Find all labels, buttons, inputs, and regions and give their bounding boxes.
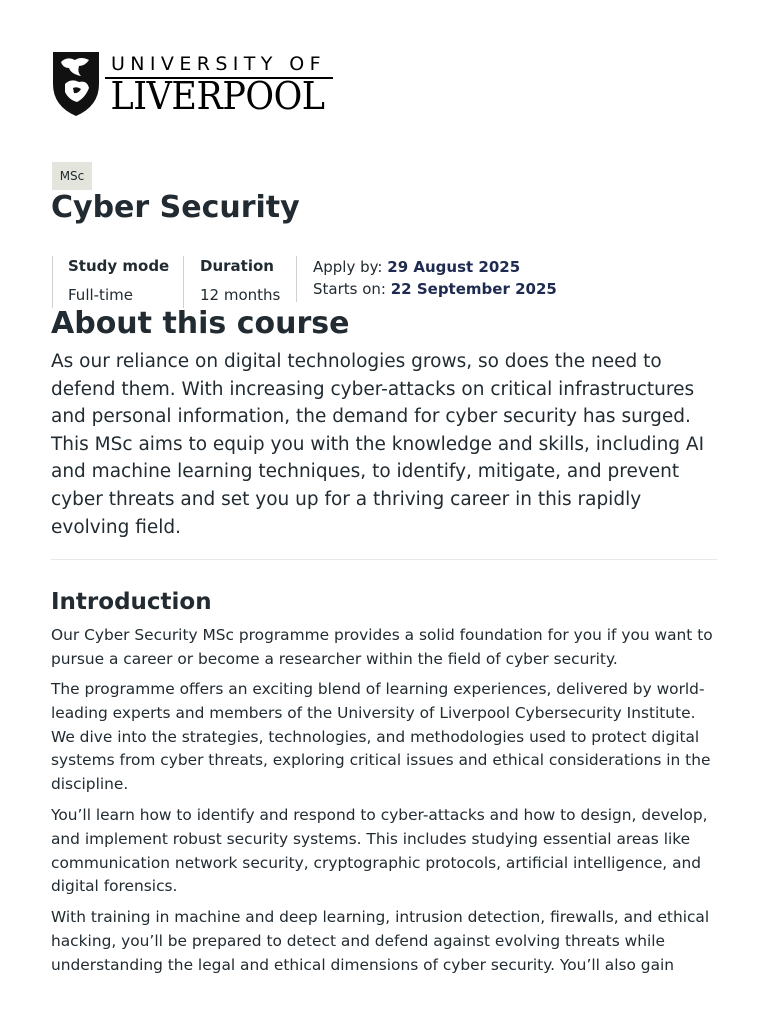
about-heading: About this course — [51, 306, 350, 341]
logo-liverpool: LIVERPOOL — [110, 73, 325, 118]
university-logo[interactable] — [51, 48, 344, 118]
intro-paragraph: Our Cyber Security MSc programme provides a solid foundation for you if you want to pursue a career or become a researcher within the field of cyber security. — [51, 626, 713, 668]
study-mode-label: Study mode — [68, 257, 170, 275]
about-text: As our reliance on digital technologies grows, so does the need to defend them. With increasing cyber-attacks on critical infrastructures and personal information, the demand for cyber security has surged. This MSc aims to equip you with the knowledge and skills, including AI and machine learning techniques, to identify, mitigate, and prevent cyber threats and set you up for a thriving career in this rapidly evolving field. — [51, 351, 705, 538]
intro-paragraph: You’ll learn how to identify and respond to cyber-attacks and how to design, develop, and implement robust security systems. This includes studying essential areas like communication network security, cryptographic protocols, artificial intelligence, and digital forensics. — [51, 806, 708, 896]
intro-paragraph: With training in machine and deep learning, intrusion detection, firewalls, and ethical hacking, you’ll be prepared to detect and defend against evolving threats while understanding the legal and ethical dimensions of cyber security. You’ll also gain — [51, 908, 710, 974]
introduction-heading: Introduction — [51, 589, 212, 615]
starts-on-date: 22 September 2025 — [390, 280, 557, 298]
logo-university-of: UNIVERSITY OF — [111, 53, 326, 75]
fact-dates — [296, 256, 557, 302]
crest-icon — [51, 48, 101, 118]
fact-duration — [183, 256, 297, 308]
starts-on-label: Starts on: — [313, 280, 386, 298]
section-divider — [51, 559, 717, 560]
duration-value: 12 months — [200, 286, 281, 304]
apply-by-date: 29 August 2025 — [387, 258, 521, 276]
study-mode-value: Full-time — [68, 286, 133, 304]
course-title: Cyber Security — [51, 190, 300, 225]
apply-by — [313, 256, 557, 278]
starts-on — [313, 278, 557, 300]
qualification-badge: MSc — [52, 162, 92, 190]
apply-by-label: Apply by: — [313, 258, 383, 276]
fact-study-mode — [52, 256, 184, 308]
intro-paragraph: The programme offers an exciting blend of learning experiences, delivered by world-leading experts and members of the University of Liverpool Cybersecurity Institute. We dive into the strategies, technologies, and methodologies used to protect digital systems from cyber threats, exploring critical issues and ethical considerations in the discipline. — [51, 680, 711, 794]
duration-label: Duration — [200, 257, 274, 275]
